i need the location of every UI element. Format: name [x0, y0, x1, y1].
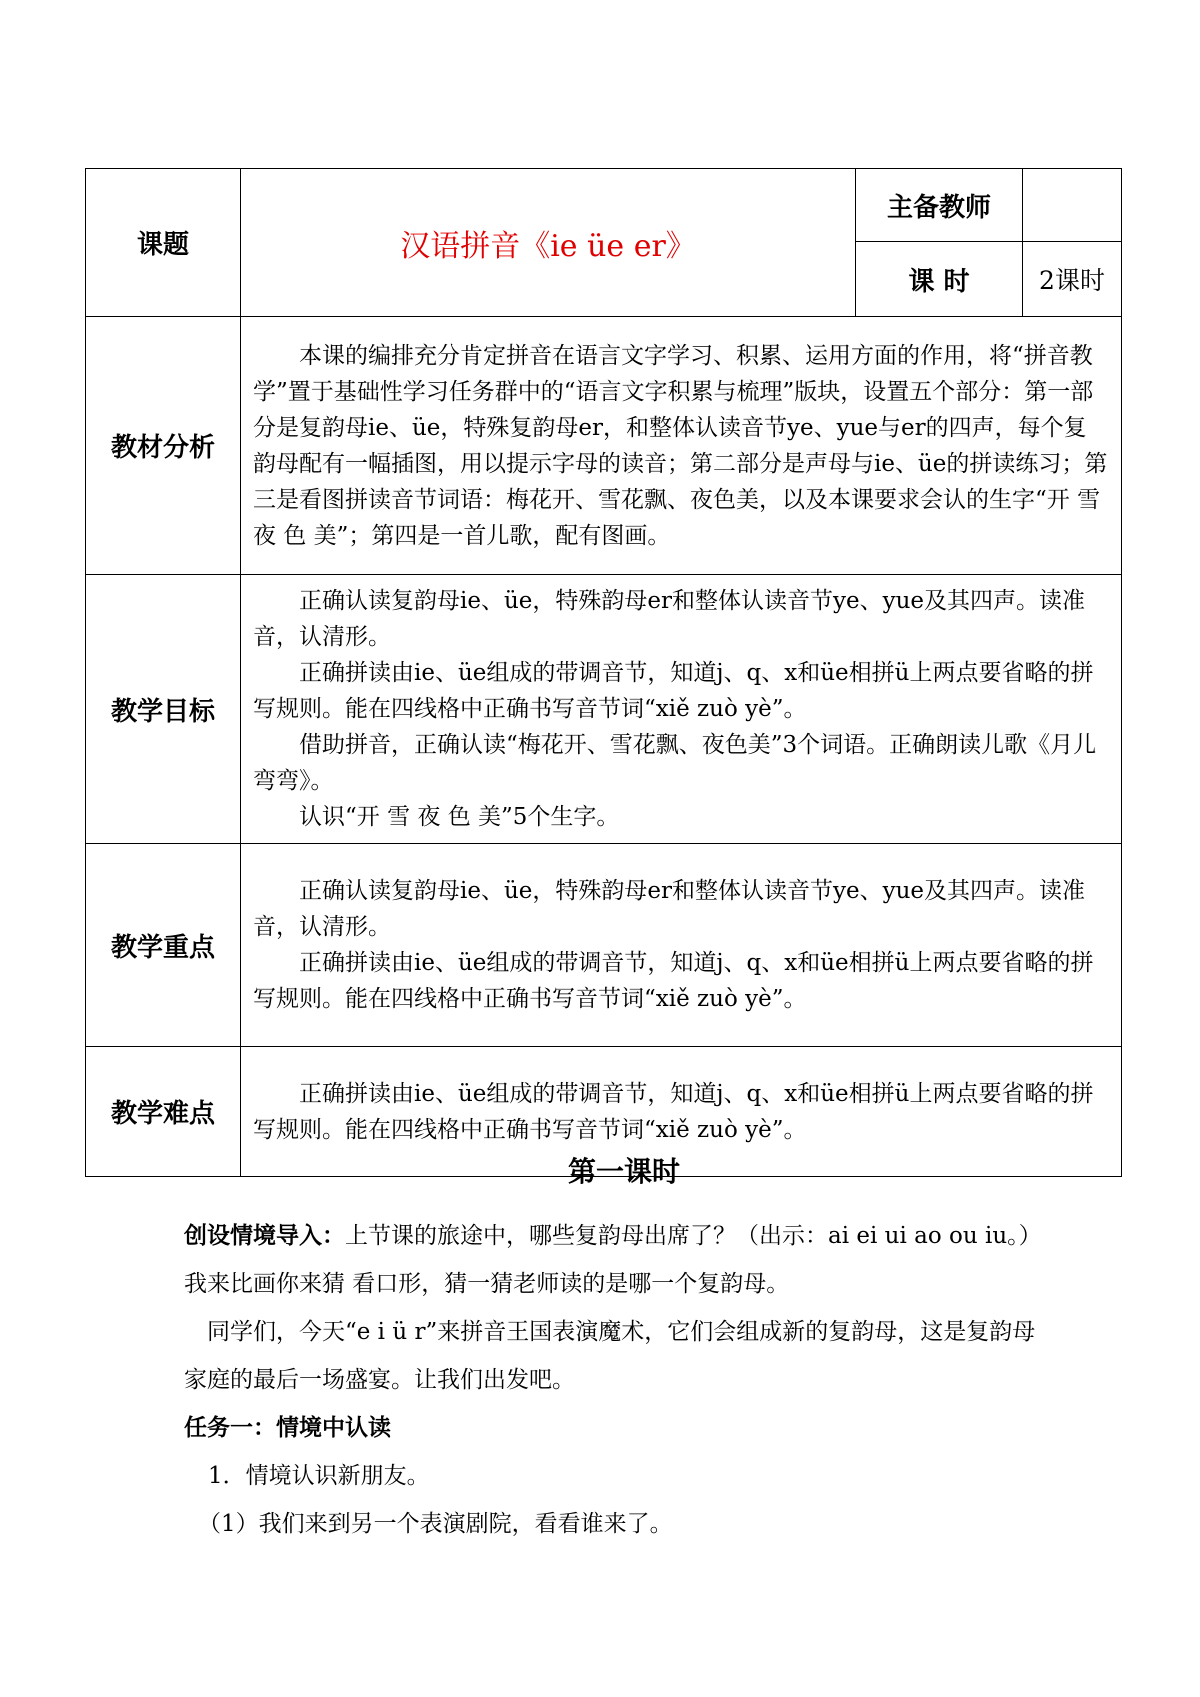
- goals-cell: [241, 575, 1122, 844]
- difficulty-label: 教学难点: [86, 1047, 241, 1177]
- analysis-text: 本课的编排充分肯定拼音在语言文字学习、积累、运用方面的作用，将“拼音教学”置于基础性学习任务群中的“语言文字积累与梳理”版块，设置五个部分：第一部分是复韵母ie、üe，特殊复韵母er，和整体认读音节ye、yue与er的四声，每个复韵母配有一幅插图，用以提示字母的读音；第二部分是声母与ie、üe的拼读练习；第三是看图拼读音节词语：梅花开、雪花飘、夜色美，以及本课要求会认的生字“开 雪 夜 色 美”；第四是一首儿歌，配有图画。: [253, 342, 1108, 549]
- key-point-item: 正确拼读由ie、üe组成的带调音节，知道j、q、x和üe相拼ü上两点要省略的拼写规则。能在四线格中正确书写音节词“xiě zuò yè”。: [253, 950, 1094, 1012]
- lesson-section: [184, 1150, 1044, 1548]
- goal-item: 正确认读复韵母ie、üe，特殊韵母er和整体认读音节ye、yue及其四声。读准音，认清形。: [253, 588, 1086, 650]
- lesson-plan-table: [85, 168, 1122, 1177]
- task-subitem: （1）我们来到另一个表演剧院，看看谁来了。: [198, 1511, 673, 1537]
- key-points-label: 教学重点: [86, 844, 241, 1047]
- goal-item: 正确拼读由ie、üe组成的带调音节，知道j、q、x和üe相拼ü上两点要省略的拼写规则。能在四线格中正确书写音节词“xiě zuò yè”。: [253, 660, 1094, 722]
- difficulty-text: 正确拼读由ie、üe组成的带调音节，知道j、q、x和üe相拼ü上两点要省略的拼写规则。能在四线格中正确书写音节词“xiě zuò yè”。: [253, 1080, 1094, 1143]
- teacher-value: [1023, 169, 1122, 242]
- goal-item: 借助拼音，正确认读“梅花开、雪花飘、夜色美”3个词语。正确朗读儿歌《月儿弯弯》。: [253, 732, 1097, 794]
- topic-value: 汉语拼音《ie üe er》: [241, 169, 856, 317]
- lesson-title: 第一课时: [567, 1155, 680, 1188]
- task-item: 1．情境认识新朋友。: [208, 1463, 430, 1489]
- teacher-label: 主备教师: [856, 169, 1023, 242]
- analysis-label: 教材分析: [86, 317, 241, 575]
- hours-label: 课 时: [856, 242, 1023, 317]
- topic-label: 课题: [86, 169, 241, 317]
- hours-value: 2课时: [1023, 242, 1122, 317]
- intro-text: 上节课的旅途中，哪些复韵母出席了？（出示：ai ei ui ao ou iu。）我来比画你来猜 看口形，猜一猜老师读的是哪一个复韵母。: [184, 1223, 1042, 1297]
- goal-item: 认识“开 雪 夜 色 美”5个生字。: [299, 804, 620, 830]
- goals-label: 教学目标: [86, 575, 241, 844]
- analysis-cell: [241, 317, 1122, 575]
- key-points-cell: [241, 844, 1122, 1047]
- task-heading: 任务一：情境中认读: [184, 1415, 391, 1441]
- intro-label: 创设情境导入：: [184, 1223, 345, 1249]
- intro-paragraph: [184, 1212, 1044, 1308]
- key-point-item: 正确认读复韵母ie、üe，特殊韵母er和整体认读音节ye、yue及其四声。读准音，认清形。: [253, 878, 1086, 940]
- paragraph-2: 同学们，今天“e i ü r”来拼音王国表演魔术，它们会组成新的复韵母，这是复韵母家庭的最后一场盛宴。让我们出发吧。: [184, 1319, 1036, 1393]
